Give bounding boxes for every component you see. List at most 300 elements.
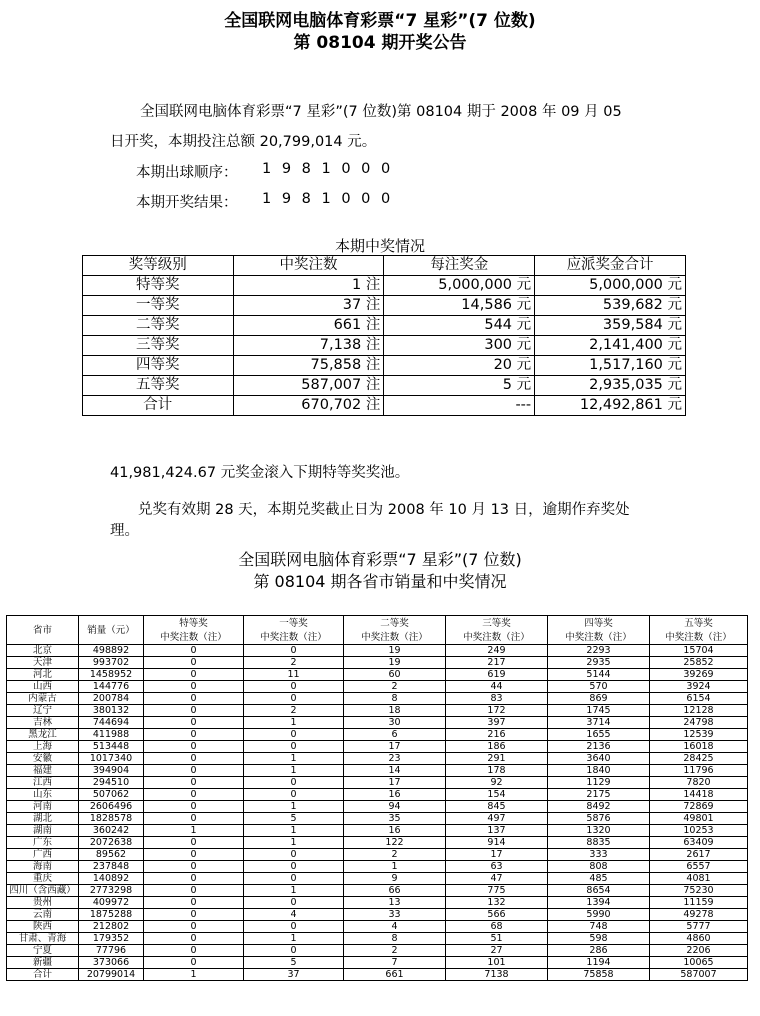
fifth-count: 6154 (650, 693, 748, 705)
first-count: 2 (244, 705, 344, 717)
province-row (7, 741, 748, 753)
province-row (7, 933, 748, 945)
sales: 237848 (79, 861, 144, 873)
second-count: 60 (344, 669, 446, 681)
prize-per-bet: 300 元 (384, 336, 535, 356)
province-row (7, 657, 748, 669)
second-count: 2 (344, 681, 446, 693)
special-count: 0 (144, 789, 244, 801)
third-count: 68 (446, 921, 548, 933)
sales: 411988 (79, 729, 144, 741)
first-count: 0 (244, 777, 344, 789)
tier-name: 二等奖 (83, 316, 234, 336)
header-tier-fourth: 四等奖 (548, 616, 650, 631)
sales: 409972 (79, 897, 144, 909)
fifth-count: 39269 (650, 669, 748, 681)
fourth-count: 1194 (548, 957, 650, 969)
special-count: 0 (144, 897, 244, 909)
special-count: 0 (144, 729, 244, 741)
prize-row (83, 296, 686, 316)
first-count: 0 (244, 897, 344, 909)
draw-result-value: 1 9 8 1 0 0 0 (262, 191, 394, 207)
sales: 294510 (79, 777, 144, 789)
special-count: 0 (144, 657, 244, 669)
province-name: 黑龙江 (7, 729, 79, 741)
second-count: 7 (344, 957, 446, 969)
header-total-payout: 应派奖金合计 (535, 256, 686, 276)
announcement-title-line2: 第 08104 期开奖公告 (293, 33, 467, 53)
third-count: 17 (446, 849, 548, 861)
sales: 89562 (79, 849, 144, 861)
province-row (7, 861, 748, 873)
province-row (7, 825, 748, 837)
special-count: 0 (144, 885, 244, 897)
fifth-count: 10253 (650, 825, 748, 837)
sales: 1875288 (79, 909, 144, 921)
first-count: 1 (244, 717, 344, 729)
special-count: 0 (144, 717, 244, 729)
fourth-count: 5990 (548, 909, 650, 921)
winner-count: 661 注 (233, 316, 384, 336)
fifth-count: 72869 (650, 801, 748, 813)
fourth-count: 1320 (548, 825, 650, 837)
fifth-count: 2206 (650, 945, 748, 957)
second-count: 16 (344, 825, 446, 837)
special-count: 0 (144, 753, 244, 765)
province-name: 吉林 (7, 717, 79, 729)
header-winner-count: 中奖注数 (233, 256, 384, 276)
fifth-count: 587007 (650, 969, 748, 981)
special-count: 0 (144, 957, 244, 969)
first-count: 0 (244, 849, 344, 861)
tier-name: 三等奖 (83, 336, 234, 356)
province-row (7, 873, 748, 885)
header-province: 省市 (7, 616, 79, 645)
special-count: 0 (144, 933, 244, 945)
fifth-count: 16018 (650, 741, 748, 753)
announcement-title-line1: 全国联网电脑体育彩票“7 星彩”(7 位数) (224, 11, 536, 31)
second-count: 8 (344, 933, 446, 945)
third-count: 83 (446, 693, 548, 705)
prize-per-bet: --- (384, 396, 535, 416)
section2-title-line1: 全国联网电脑体育彩票“7 星彩”(7 位数) (238, 550, 522, 569)
special-count: 0 (144, 921, 244, 933)
province-name: 内蒙古 (7, 693, 79, 705)
intro-line1: 全国联网电脑体育彩票“7 星彩”(7 位数)第 08104 期于 2008 年 09 月 05 (140, 104, 622, 120)
sales: 77796 (79, 945, 144, 957)
fourth-count: 5876 (548, 813, 650, 825)
fourth-count: 8835 (548, 837, 650, 849)
fourth-count: 8492 (548, 801, 650, 813)
special-count: 1 (144, 825, 244, 837)
province-row (7, 777, 748, 789)
fourth-count: 598 (548, 933, 650, 945)
special-count: 0 (144, 669, 244, 681)
province-name: 河南 (7, 801, 79, 813)
third-count: 154 (446, 789, 548, 801)
fourth-count: 3640 (548, 753, 650, 765)
sales: 1828578 (79, 813, 144, 825)
fifth-count: 6557 (650, 861, 748, 873)
first-count: 0 (244, 681, 344, 693)
province-name: 重庆 (7, 873, 79, 885)
fourth-count: 3714 (548, 717, 650, 729)
fourth-count: 1129 (548, 777, 650, 789)
second-count: 661 (344, 969, 446, 981)
tier-name: 四等奖 (83, 356, 234, 376)
draw-order-value: 1 9 8 1 0 0 0 (262, 161, 394, 177)
fifth-count: 63409 (650, 837, 748, 849)
fourth-count: 2136 (548, 741, 650, 753)
province-name: 江西 (7, 777, 79, 789)
province-table (6, 615, 748, 981)
sales: 1458952 (79, 669, 144, 681)
third-count: 566 (446, 909, 548, 921)
third-count: 497 (446, 813, 548, 825)
fifth-count: 12539 (650, 729, 748, 741)
province-row (7, 897, 748, 909)
sales: 140892 (79, 873, 144, 885)
special-count: 0 (144, 777, 244, 789)
province-name: 福建 (7, 765, 79, 777)
first-count: 1 (244, 825, 344, 837)
second-count: 9 (344, 873, 446, 885)
second-count: 2 (344, 849, 446, 861)
second-count: 6 (344, 729, 446, 741)
first-count: 5 (244, 957, 344, 969)
fifth-count: 49278 (650, 909, 748, 921)
province-row (7, 969, 748, 981)
tier-name: 特等奖 (83, 276, 234, 296)
sales: 2606496 (79, 801, 144, 813)
total-payout: 12,492,861 元 (535, 396, 686, 416)
province-row (7, 885, 748, 897)
third-count: 92 (446, 777, 548, 789)
fifth-count: 28425 (650, 753, 748, 765)
second-count: 23 (344, 753, 446, 765)
winner-count: 670,702 注 (233, 396, 384, 416)
prize-per-bet: 20 元 (384, 356, 535, 376)
fourth-count: 8654 (548, 885, 650, 897)
first-count: 0 (244, 945, 344, 957)
fourth-count: 570 (548, 681, 650, 693)
sales: 507062 (79, 789, 144, 801)
province-row (7, 693, 748, 705)
province-name: 合计 (7, 969, 79, 981)
total-payout: 539,682 元 (535, 296, 686, 316)
total-payout: 1,517,160 元 (535, 356, 686, 376)
fourth-count: 869 (548, 693, 650, 705)
third-count: 216 (446, 729, 548, 741)
winner-count: 75,858 注 (233, 356, 384, 376)
fifth-count: 3924 (650, 681, 748, 693)
fifth-count: 10065 (650, 957, 748, 969)
prize-per-bet: 14,586 元 (384, 296, 535, 316)
fourth-count: 5144 (548, 669, 650, 681)
tier-name: 合计 (83, 396, 234, 416)
tier-name: 一等奖 (83, 296, 234, 316)
fifth-count: 15704 (650, 645, 748, 657)
header-sales: 销量（元） (79, 616, 144, 645)
third-count: 186 (446, 741, 548, 753)
first-count: 1 (244, 753, 344, 765)
third-count: 172 (446, 705, 548, 717)
header-prize-per-bet: 每注奖金 (384, 256, 535, 276)
special-count: 0 (144, 801, 244, 813)
section2-title-line2: 第 08104 期各省市销量和中奖情况 (253, 572, 507, 591)
first-count: 0 (244, 873, 344, 885)
sales: 1017340 (79, 753, 144, 765)
header-count-label: 中奖注数（注） (244, 630, 344, 645)
province-name: 广西 (7, 849, 79, 861)
fifth-count: 25852 (650, 657, 748, 669)
prize-row (83, 276, 686, 296)
second-count: 18 (344, 705, 446, 717)
fourth-count: 1394 (548, 897, 650, 909)
total-payout: 359,584 元 (535, 316, 686, 336)
second-count: 35 (344, 813, 446, 825)
province-name: 海南 (7, 861, 79, 873)
sales: 200784 (79, 693, 144, 705)
winner-count: 37 注 (233, 296, 384, 316)
second-count: 17 (344, 777, 446, 789)
special-count: 0 (144, 765, 244, 777)
special-count: 0 (144, 705, 244, 717)
province-name: 四川（含西藏） (7, 885, 79, 897)
province-row (7, 681, 748, 693)
province-name: 新疆 (7, 957, 79, 969)
second-count: 33 (344, 909, 446, 921)
winner-count: 587,007 注 (233, 376, 384, 396)
province-row (7, 669, 748, 681)
first-count: 0 (244, 645, 344, 657)
fifth-count: 5777 (650, 921, 748, 933)
special-count: 0 (144, 741, 244, 753)
pool-rollover-note: 41,981,424.67 元奖金滚入下期特等奖奖池。 (110, 465, 410, 481)
winner-count: 1 注 (233, 276, 384, 296)
fifth-count: 11796 (650, 765, 748, 777)
validity-line2: 理。 (110, 523, 139, 539)
sales: 394904 (79, 765, 144, 777)
second-count: 4 (344, 921, 446, 933)
special-count: 0 (144, 945, 244, 957)
header-tier: 奖等级别 (83, 256, 234, 276)
province-row (7, 849, 748, 861)
province-row (7, 765, 748, 777)
fifth-count: 75230 (650, 885, 748, 897)
province-name: 上海 (7, 741, 79, 753)
province-name: 安徽 (7, 753, 79, 765)
prize-row (83, 316, 686, 336)
tier-name: 五等奖 (83, 376, 234, 396)
second-count: 13 (344, 897, 446, 909)
second-count: 30 (344, 717, 446, 729)
fourth-count: 1745 (548, 705, 650, 717)
sales: 212802 (79, 921, 144, 933)
province-row (7, 957, 748, 969)
first-count: 4 (244, 909, 344, 921)
prize-table-header-row (83, 256, 686, 276)
sales: 144776 (79, 681, 144, 693)
fifth-count: 4860 (650, 933, 748, 945)
province-row (7, 921, 748, 933)
province-row (7, 813, 748, 825)
special-count: 0 (144, 873, 244, 885)
draw-order-label: 本期出球顺序： (136, 165, 238, 181)
header-count-label: 中奖注数（注） (548, 630, 650, 645)
province-name: 河北 (7, 669, 79, 681)
third-count: 137 (446, 825, 548, 837)
sales: 993702 (79, 657, 144, 669)
province-name: 贵州 (7, 897, 79, 909)
prize-row (83, 356, 686, 376)
third-count: 27 (446, 945, 548, 957)
sales: 2773298 (79, 885, 144, 897)
province-row (7, 789, 748, 801)
fourth-count: 1840 (548, 765, 650, 777)
province-header-row1 (7, 616, 748, 631)
third-count: 44 (446, 681, 548, 693)
province-name: 山西 (7, 681, 79, 693)
province-row (7, 729, 748, 741)
second-count: 122 (344, 837, 446, 849)
first-count: 0 (244, 741, 344, 753)
third-count: 397 (446, 717, 548, 729)
special-count: 0 (144, 837, 244, 849)
fourth-count: 333 (548, 849, 650, 861)
third-count: 132 (446, 897, 548, 909)
first-count: 1 (244, 837, 344, 849)
province-row (7, 753, 748, 765)
first-count: 0 (244, 789, 344, 801)
fifth-count: 12128 (650, 705, 748, 717)
province-row (7, 705, 748, 717)
first-count: 0 (244, 861, 344, 873)
header-tier-second: 二等奖 (344, 616, 446, 631)
fourth-count: 1655 (548, 729, 650, 741)
province-name: 甘肃、青海 (7, 933, 79, 945)
third-count: 178 (446, 765, 548, 777)
province-name: 宁夏 (7, 945, 79, 957)
prize-per-bet: 5 元 (384, 376, 535, 396)
first-count: 5 (244, 813, 344, 825)
second-count: 17 (344, 741, 446, 753)
special-count: 0 (144, 693, 244, 705)
province-name: 陕西 (7, 921, 79, 933)
third-count: 249 (446, 645, 548, 657)
sales: 360242 (79, 825, 144, 837)
first-count: 0 (244, 729, 344, 741)
fourth-count: 485 (548, 873, 650, 885)
third-count: 51 (446, 933, 548, 945)
validity-line1: 兑奖有效期 28 天，本期兑奖截止日为 2008 年 10 月 13 日，逾期作弃奖处 (138, 502, 630, 518)
second-count: 2 (344, 945, 446, 957)
prize-row (83, 396, 686, 416)
province-row (7, 801, 748, 813)
first-count: 1 (244, 801, 344, 813)
fourth-count: 2293 (548, 645, 650, 657)
prize-per-bet: 544 元 (384, 316, 535, 336)
prize-row (83, 336, 686, 356)
prize-table (82, 255, 686, 416)
fourth-count: 286 (548, 945, 650, 957)
second-count: 19 (344, 657, 446, 669)
sales: 380132 (79, 705, 144, 717)
total-payout: 5,000,000 元 (535, 276, 686, 296)
sales: 498892 (79, 645, 144, 657)
province-row (7, 945, 748, 957)
fourth-count: 2935 (548, 657, 650, 669)
second-count: 19 (344, 645, 446, 657)
intro-line2: 日开奖，本期投注总额 20,799,014 元。 (110, 134, 377, 150)
fifth-count: 2617 (650, 849, 748, 861)
draw-result-label: 本期开奖结果： (136, 195, 238, 211)
sales: 513448 (79, 741, 144, 753)
fifth-count: 11159 (650, 897, 748, 909)
province-row (7, 837, 748, 849)
third-count: 217 (446, 657, 548, 669)
fifth-count: 24798 (650, 717, 748, 729)
special-count: 0 (144, 849, 244, 861)
fourth-count: 75858 (548, 969, 650, 981)
province-name: 天津 (7, 657, 79, 669)
third-count: 845 (446, 801, 548, 813)
second-count: 94 (344, 801, 446, 813)
second-count: 14 (344, 765, 446, 777)
first-count: 37 (244, 969, 344, 981)
sales: 20799014 (79, 969, 144, 981)
header-tier-fifth: 五等奖 (650, 616, 748, 631)
third-count: 7138 (446, 969, 548, 981)
special-count: 0 (144, 645, 244, 657)
second-count: 16 (344, 789, 446, 801)
special-count: 0 (144, 909, 244, 921)
second-count: 1 (344, 861, 446, 873)
sales: 2072638 (79, 837, 144, 849)
province-name: 云南 (7, 909, 79, 921)
prize-table-caption: 本期中奖情况 (334, 237, 425, 255)
province-row (7, 909, 748, 921)
third-count: 291 (446, 753, 548, 765)
first-count: 1 (244, 765, 344, 777)
header-count-label: 中奖注数（注） (144, 630, 244, 645)
header-tier-third: 三等奖 (446, 616, 548, 631)
fourth-count: 808 (548, 861, 650, 873)
header-tier-special: 特等奖 (144, 616, 244, 631)
sales: 744694 (79, 717, 144, 729)
sales: 179352 (79, 933, 144, 945)
third-count: 47 (446, 873, 548, 885)
second-count: 8 (344, 693, 446, 705)
province-name: 辽宁 (7, 705, 79, 717)
header-count-label: 中奖注数（注） (650, 630, 748, 645)
first-count: 2 (244, 657, 344, 669)
sales: 373066 (79, 957, 144, 969)
special-count: 0 (144, 681, 244, 693)
fifth-count: 4081 (650, 873, 748, 885)
province-name: 湖南 (7, 825, 79, 837)
special-count: 0 (144, 813, 244, 825)
province-name: 湖北 (7, 813, 79, 825)
first-count: 1 (244, 885, 344, 897)
header-count-label: 中奖注数（注） (344, 630, 446, 645)
prize-row (83, 376, 686, 396)
fifth-count: 49801 (650, 813, 748, 825)
fourth-count: 748 (548, 921, 650, 933)
first-count: 0 (244, 921, 344, 933)
fourth-count: 2175 (548, 789, 650, 801)
province-row (7, 645, 748, 657)
